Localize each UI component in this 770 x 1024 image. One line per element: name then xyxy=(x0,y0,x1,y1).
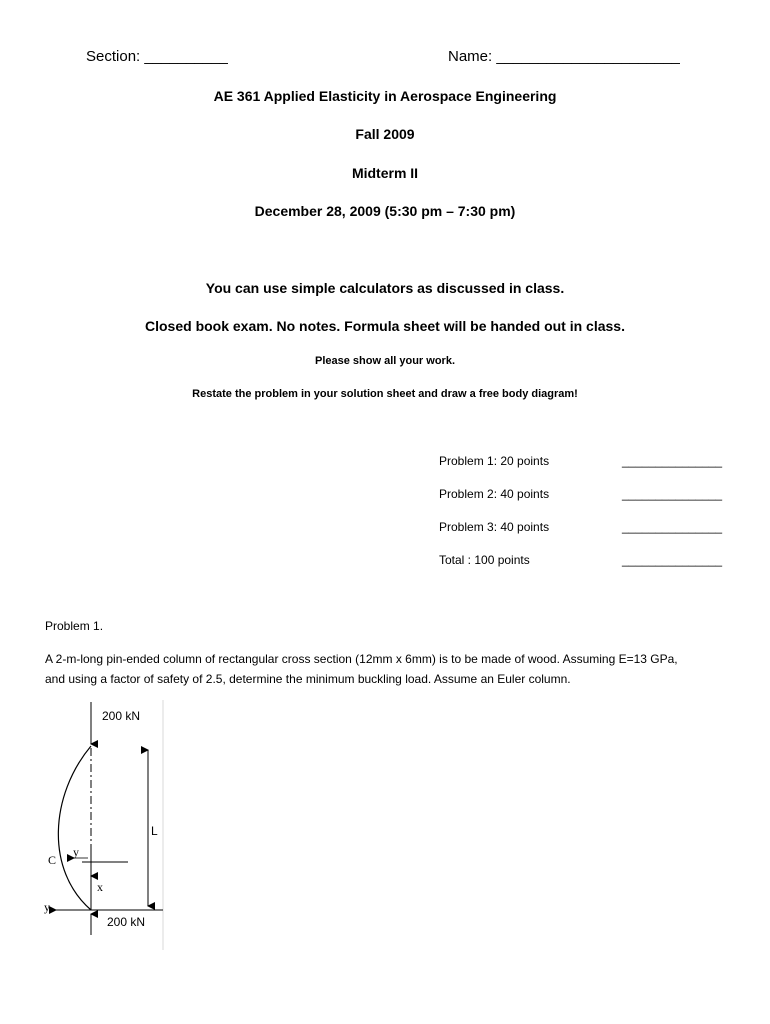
problem-1-heading: Problem 1. xyxy=(45,619,104,633)
y-deflection-label: y xyxy=(73,845,79,859)
name-field-label: Name: ______________________ xyxy=(448,48,680,65)
score-blank-total: _______________ xyxy=(622,553,723,567)
score-label-problem-2: Problem 2: 40 points xyxy=(439,487,550,501)
length-label: L xyxy=(151,824,158,838)
score-label-problem-1: Problem 1: 20 points xyxy=(439,454,550,468)
point-c-label: C xyxy=(48,853,57,867)
bottom-load-label: 200 kN xyxy=(107,915,146,929)
score-blank-problem-3: _______________ xyxy=(622,520,723,534)
y-axis-label: y xyxy=(44,900,50,914)
section-field-label: Section: __________ xyxy=(86,48,228,65)
calculator-instruction: You can use simple calculators as discussed in class. xyxy=(205,280,565,296)
x-axis-label: x xyxy=(97,880,103,894)
top-load-label: 200 kN xyxy=(102,709,141,723)
buckled-column-curve xyxy=(58,746,91,910)
exam-title: Midterm II xyxy=(351,165,419,181)
exam-date: December 28, 2009 (5:30 pm – 7:30 pm) xyxy=(254,203,516,219)
problem-1-text-line-1: A 2-m-long pin-ended column of rectangular cross section (12mm x 6mm) is to be made of wood. Assuming E=13 GPa, xyxy=(45,652,678,666)
show-work-instruction: Please show all your work. xyxy=(315,355,455,367)
score-blank-problem-1: _______________ xyxy=(622,454,723,468)
problem-1-text-line-2: and using a factor of safety of 2.5, determine the minimum buckling load. Assume an Euler column. xyxy=(45,672,571,686)
term-title: Fall 2009 xyxy=(355,126,415,142)
restate-instruction: Restate the problem in your solution sheet and draw a free body diagram! xyxy=(192,388,578,400)
score-blank-problem-2: _______________ xyxy=(622,487,723,501)
closed-book-instruction: Closed book exam. No notes. Formula sheet will be handed out in class. xyxy=(145,318,625,334)
score-label-total: Total : 100 points xyxy=(439,553,530,567)
course-title: AE 361 Applied Elasticity in Aerospace Engineering xyxy=(213,88,557,104)
score-label-problem-3: Problem 3: 40 points xyxy=(439,520,550,534)
